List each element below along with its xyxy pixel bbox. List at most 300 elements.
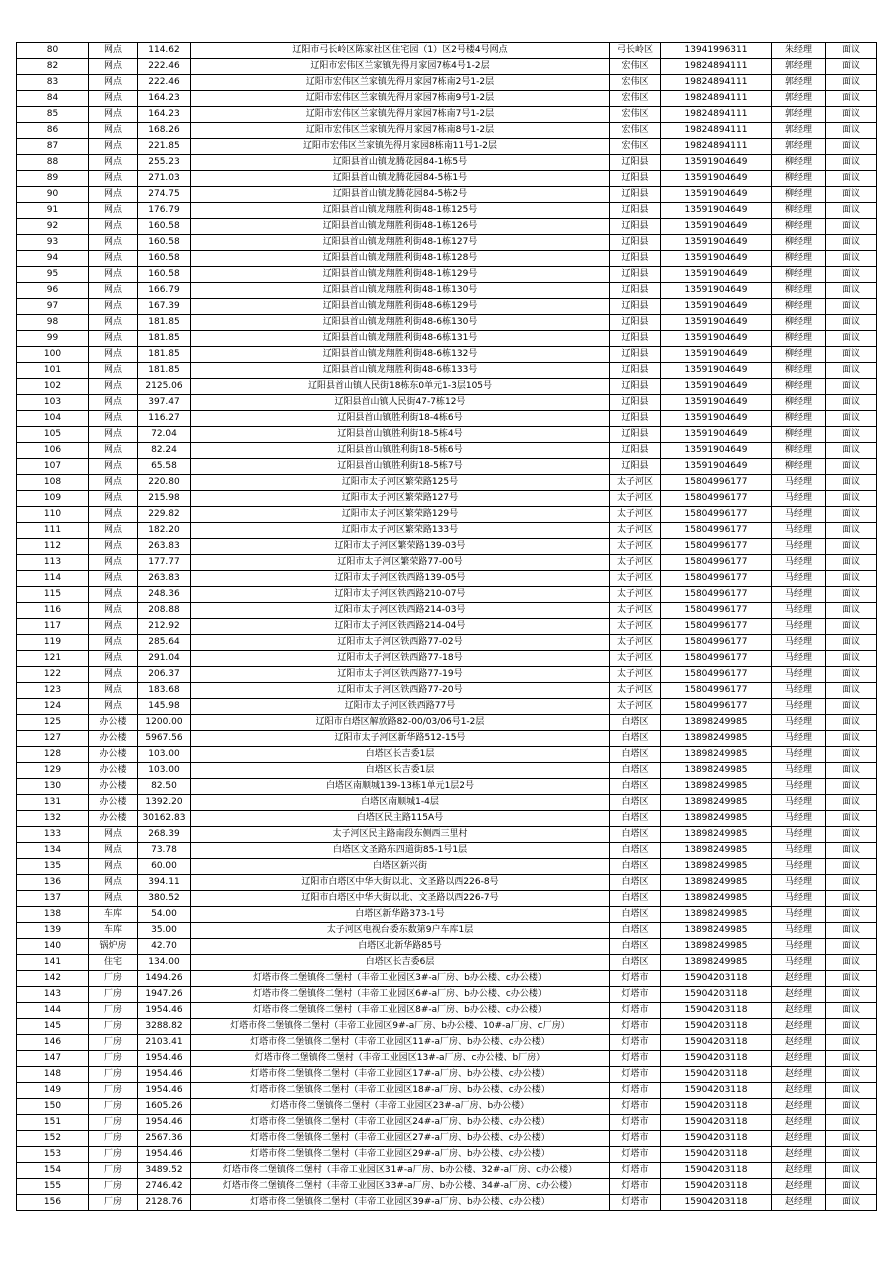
contact-person-cell: 赵经理 xyxy=(772,987,826,1003)
phone-number-cell: 15804996177 xyxy=(661,555,772,571)
row-number-cell: 98 xyxy=(17,315,89,331)
district-cell: 辽阳县 xyxy=(610,379,661,395)
property-type-cell: 网点 xyxy=(89,411,138,427)
price-cell: 面议 xyxy=(826,395,877,411)
row-number-cell: 133 xyxy=(17,827,89,843)
contact-person-cell: 赵经理 xyxy=(772,1147,826,1163)
price-cell: 面议 xyxy=(826,1179,877,1195)
table-row xyxy=(17,859,877,875)
price-cell: 面议 xyxy=(826,587,877,603)
table-row xyxy=(17,555,877,571)
row-number-cell: 156 xyxy=(17,1195,89,1211)
price-cell: 面议 xyxy=(826,475,877,491)
area-value-cell: 397.47 xyxy=(138,395,191,411)
price-cell: 面议 xyxy=(826,923,877,939)
address-cell: 灯塔市佟二堡镇佟二堡村（丰帝工业园区33#-a厂房、b办公楼、34#-a厂房、c办公楼） xyxy=(191,1179,610,1195)
row-number-cell: 86 xyxy=(17,123,89,139)
row-number-cell: 155 xyxy=(17,1179,89,1195)
area-value-cell: 255.23 xyxy=(138,155,191,171)
address-cell: 太子河区民主路南段东侧西三里村 xyxy=(191,827,610,843)
phone-number-cell: 13591904649 xyxy=(661,363,772,379)
contact-person-cell: 柳经理 xyxy=(772,395,826,411)
row-number-cell: 124 xyxy=(17,699,89,715)
area-value-cell: 82.24 xyxy=(138,443,191,459)
property-type-cell: 网点 xyxy=(89,875,138,891)
phone-number-cell: 13591904649 xyxy=(661,155,772,171)
district-cell: 灯塔市 xyxy=(610,1131,661,1147)
contact-person-cell: 赵经理 xyxy=(772,1003,826,1019)
address-cell: 辽阳市宏伟区兰家镇先得月家园7栋南7号1-2层 xyxy=(191,107,610,123)
phone-number-cell: 15904203118 xyxy=(661,1115,772,1131)
property-type-cell: 网点 xyxy=(89,667,138,683)
area-value-cell: 114.62 xyxy=(138,43,191,59)
table-row xyxy=(17,459,877,475)
address-cell: 辽阳市弓长岭区陈家社区住宅园（1）区2号楼4号网点 xyxy=(191,43,610,59)
row-number-cell: 102 xyxy=(17,379,89,395)
contact-person-cell: 马经理 xyxy=(772,619,826,635)
address-cell: 白塔区新华路373-1号 xyxy=(191,907,610,923)
phone-number-cell: 13591904649 xyxy=(661,187,772,203)
address-cell: 辽阳市太子河区繁荣路129号 xyxy=(191,507,610,523)
address-cell: 灯塔市佟二堡镇佟二堡村（丰帝工业园区39#-a厂房、b办公楼、c办公楼） xyxy=(191,1195,610,1211)
property-type-cell: 网点 xyxy=(89,395,138,411)
property-type-cell: 网点 xyxy=(89,539,138,555)
row-number-cell: 140 xyxy=(17,939,89,955)
contact-person-cell: 马经理 xyxy=(772,843,826,859)
table-row xyxy=(17,971,877,987)
price-cell: 面议 xyxy=(826,123,877,139)
area-value-cell: 2746.42 xyxy=(138,1179,191,1195)
table-row xyxy=(17,475,877,491)
table-row xyxy=(17,443,877,459)
price-cell: 面议 xyxy=(826,411,877,427)
price-cell: 面议 xyxy=(826,763,877,779)
price-cell: 面议 xyxy=(826,283,877,299)
phone-number-cell: 13591904649 xyxy=(661,171,772,187)
property-type-cell: 厂房 xyxy=(89,1035,138,1051)
area-value-cell: 164.23 xyxy=(138,107,191,123)
district-cell: 太子河区 xyxy=(610,635,661,651)
price-cell: 面议 xyxy=(826,715,877,731)
district-cell: 灯塔市 xyxy=(610,1003,661,1019)
row-number-cell: 152 xyxy=(17,1131,89,1147)
row-number-cell: 89 xyxy=(17,171,89,187)
contact-person-cell: 郭经理 xyxy=(772,123,826,139)
property-type-cell: 厂房 xyxy=(89,987,138,1003)
district-cell: 太子河区 xyxy=(610,555,661,571)
property-type-cell: 网点 xyxy=(89,315,138,331)
area-value-cell: 35.00 xyxy=(138,923,191,939)
area-value-cell: 1392.20 xyxy=(138,795,191,811)
contact-person-cell: 马经理 xyxy=(772,731,826,747)
row-number-cell: 103 xyxy=(17,395,89,411)
contact-person-cell: 柳经理 xyxy=(772,443,826,459)
row-number-cell: 91 xyxy=(17,203,89,219)
address-cell: 辽阳市太子河区铁西路77-19号 xyxy=(191,667,610,683)
address-cell: 辽阳县首山镇龙腾花园84-1栋5号 xyxy=(191,155,610,171)
table-row xyxy=(17,571,877,587)
property-type-cell: 厂房 xyxy=(89,1115,138,1131)
row-number-cell: 97 xyxy=(17,299,89,315)
row-number-cell: 85 xyxy=(17,107,89,123)
property-type-cell: 厂房 xyxy=(89,1019,138,1035)
address-cell: 辽阳市太子河区繁荣路127号 xyxy=(191,491,610,507)
address-cell: 辽阳县首山镇龙翔胜利街48-6栋131号 xyxy=(191,331,610,347)
contact-person-cell: 马经理 xyxy=(772,907,826,923)
phone-number-cell: 15904203118 xyxy=(661,987,772,1003)
price-cell: 面议 xyxy=(826,1051,877,1067)
table-row xyxy=(17,1163,877,1179)
table-row xyxy=(17,603,877,619)
row-number-cell: 106 xyxy=(17,443,89,459)
address-cell: 辽阳县首山镇龙翔胜利街48-1栋129号 xyxy=(191,267,610,283)
district-cell: 白塔区 xyxy=(610,747,661,763)
contact-person-cell: 马经理 xyxy=(772,939,826,955)
area-value-cell: 181.85 xyxy=(138,363,191,379)
address-cell: 辽阳县首山镇龙翔胜利街48-1栋126号 xyxy=(191,219,610,235)
area-value-cell: 177.77 xyxy=(138,555,191,571)
property-type-cell: 网点 xyxy=(89,347,138,363)
district-cell: 太子河区 xyxy=(610,603,661,619)
phone-number-cell: 13591904649 xyxy=(661,347,772,363)
contact-person-cell: 朱经理 xyxy=(772,43,826,59)
contact-person-cell: 赵经理 xyxy=(772,1115,826,1131)
listing-table-container xyxy=(16,42,876,1211)
area-value-cell: 263.83 xyxy=(138,539,191,555)
contact-person-cell: 马经理 xyxy=(772,635,826,651)
property-type-cell: 办公楼 xyxy=(89,763,138,779)
price-cell: 面议 xyxy=(826,107,877,123)
property-type-cell: 厂房 xyxy=(89,1051,138,1067)
table-row xyxy=(17,315,877,331)
phone-number-cell: 19824894111 xyxy=(661,139,772,155)
contact-person-cell: 柳经理 xyxy=(772,235,826,251)
district-cell: 灯塔市 xyxy=(610,1067,661,1083)
row-number-cell: 143 xyxy=(17,987,89,1003)
area-value-cell: 1954.46 xyxy=(138,1147,191,1163)
district-cell: 太子河区 xyxy=(610,667,661,683)
price-cell: 面议 xyxy=(826,955,877,971)
row-number-cell: 104 xyxy=(17,411,89,427)
table-row xyxy=(17,715,877,731)
area-value-cell: 274.75 xyxy=(138,187,191,203)
address-cell: 辽阳市太子河区繁荣路133号 xyxy=(191,523,610,539)
phone-number-cell: 15804996177 xyxy=(661,635,772,651)
row-number-cell: 141 xyxy=(17,955,89,971)
district-cell: 辽阳县 xyxy=(610,347,661,363)
row-number-cell: 95 xyxy=(17,267,89,283)
table-row xyxy=(17,251,877,267)
area-value-cell: 285.64 xyxy=(138,635,191,651)
address-cell: 灯塔市佟二堡镇佟二堡村（丰帝工业园区3#-a厂房、b办公楼、c办公楼） xyxy=(191,971,610,987)
price-cell: 面议 xyxy=(826,1195,877,1211)
contact-person-cell: 柳经理 xyxy=(772,331,826,347)
district-cell: 太子河区 xyxy=(610,619,661,635)
area-value-cell: 222.46 xyxy=(138,75,191,91)
phone-number-cell: 15904203118 xyxy=(661,1051,772,1067)
price-cell: 面议 xyxy=(826,747,877,763)
area-value-cell: 65.58 xyxy=(138,459,191,475)
contact-person-cell: 马经理 xyxy=(772,539,826,555)
row-number-cell: 88 xyxy=(17,155,89,171)
property-type-cell: 网点 xyxy=(89,187,138,203)
contact-person-cell: 马经理 xyxy=(772,715,826,731)
property-type-cell: 网点 xyxy=(89,155,138,171)
phone-number-cell: 13898249985 xyxy=(661,891,772,907)
district-cell: 白塔区 xyxy=(610,763,661,779)
row-number-cell: 137 xyxy=(17,891,89,907)
price-cell: 面议 xyxy=(826,667,877,683)
district-cell: 白塔区 xyxy=(610,875,661,891)
address-cell: 辽阳县首山镇龙腾花园84-5栋1号 xyxy=(191,171,610,187)
property-type-cell: 厂房 xyxy=(89,971,138,987)
row-number-cell: 150 xyxy=(17,1099,89,1115)
address-cell: 辽阳县首山镇胜利街18-5栋7号 xyxy=(191,459,610,475)
phone-number-cell: 13898249985 xyxy=(661,843,772,859)
table-row xyxy=(17,875,877,891)
property-type-cell: 办公楼 xyxy=(89,747,138,763)
price-cell: 面议 xyxy=(826,795,877,811)
phone-number-cell: 15804996177 xyxy=(661,523,772,539)
price-cell: 面议 xyxy=(826,1035,877,1051)
phone-number-cell: 13898249985 xyxy=(661,907,772,923)
row-number-cell: 147 xyxy=(17,1051,89,1067)
row-number-cell: 116 xyxy=(17,603,89,619)
contact-person-cell: 柳经理 xyxy=(772,203,826,219)
property-type-cell: 办公楼 xyxy=(89,731,138,747)
price-cell: 面议 xyxy=(826,571,877,587)
district-cell: 白塔区 xyxy=(610,859,661,875)
address-cell: 辽阳市太子河区繁荣路125号 xyxy=(191,475,610,491)
area-value-cell: 167.39 xyxy=(138,299,191,315)
property-type-cell: 网点 xyxy=(89,171,138,187)
table-row xyxy=(17,939,877,955)
row-number-cell: 107 xyxy=(17,459,89,475)
address-cell: 灯塔市佟二堡镇佟二堡村（丰帝工业园区23#-a厂房、b办公楼） xyxy=(191,1099,610,1115)
table-row xyxy=(17,779,877,795)
row-number-cell: 114 xyxy=(17,571,89,587)
row-number-cell: 96 xyxy=(17,283,89,299)
contact-person-cell: 赵经理 xyxy=(772,1019,826,1035)
property-type-cell: 锅炉房 xyxy=(89,939,138,955)
row-number-cell: 145 xyxy=(17,1019,89,1035)
address-cell: 辽阳县首山镇龙翔胜利街48-6栋129号 xyxy=(191,299,610,315)
price-cell: 面议 xyxy=(826,651,877,667)
price-cell: 面议 xyxy=(826,203,877,219)
phone-number-cell: 13591904649 xyxy=(661,411,772,427)
district-cell: 灯塔市 xyxy=(610,1051,661,1067)
district-cell: 宏伟区 xyxy=(610,59,661,75)
table-row xyxy=(17,907,877,923)
phone-number-cell: 13591904649 xyxy=(661,459,772,475)
district-cell: 辽阳县 xyxy=(610,203,661,219)
district-cell: 辽阳县 xyxy=(610,155,661,171)
table-row xyxy=(17,59,877,75)
row-number-cell: 80 xyxy=(17,43,89,59)
phone-number-cell: 13898249985 xyxy=(661,875,772,891)
price-cell: 面议 xyxy=(826,1163,877,1179)
address-cell: 辽阳县首山镇龙翔胜利街48-6栋130号 xyxy=(191,315,610,331)
price-cell: 面议 xyxy=(826,91,877,107)
phone-number-cell: 19824894111 xyxy=(661,123,772,139)
table-row xyxy=(17,139,877,155)
contact-person-cell: 柳经理 xyxy=(772,155,826,171)
area-value-cell: 380.52 xyxy=(138,891,191,907)
row-number-cell: 135 xyxy=(17,859,89,875)
district-cell: 白塔区 xyxy=(610,891,661,907)
row-number-cell: 109 xyxy=(17,491,89,507)
table-row xyxy=(17,283,877,299)
address-cell: 灯塔市佟二堡镇佟二堡村（丰帝工业园区6#-a厂房、b办公楼、c办公楼） xyxy=(191,987,610,1003)
property-type-cell: 网点 xyxy=(89,107,138,123)
contact-person-cell: 赵经理 xyxy=(772,1083,826,1099)
row-number-cell: 84 xyxy=(17,91,89,107)
table-row xyxy=(17,683,877,699)
area-value-cell: 206.37 xyxy=(138,667,191,683)
phone-number-cell: 15904203118 xyxy=(661,1019,772,1035)
row-number-cell: 132 xyxy=(17,811,89,827)
district-cell: 白塔区 xyxy=(610,939,661,955)
price-cell: 面议 xyxy=(826,683,877,699)
price-cell: 面议 xyxy=(826,971,877,987)
address-cell: 灯塔市佟二堡镇佟二堡村（丰帝工业园区31#-a厂房、b办公楼、32#-a厂房、c办公楼） xyxy=(191,1163,610,1179)
area-value-cell: 166.79 xyxy=(138,283,191,299)
contact-person-cell: 马经理 xyxy=(772,811,826,827)
row-number-cell: 154 xyxy=(17,1163,89,1179)
area-value-cell: 1954.46 xyxy=(138,1003,191,1019)
price-cell: 面议 xyxy=(826,171,877,187)
table-row xyxy=(17,235,877,251)
property-type-cell: 网点 xyxy=(89,235,138,251)
address-cell: 辽阳县首山镇人民街47-7栋12号 xyxy=(191,395,610,411)
district-cell: 宏伟区 xyxy=(610,123,661,139)
area-value-cell: 222.46 xyxy=(138,59,191,75)
contact-person-cell: 马经理 xyxy=(772,507,826,523)
area-value-cell: 116.27 xyxy=(138,411,191,427)
phone-number-cell: 15904203118 xyxy=(661,1035,772,1051)
area-value-cell: 134.00 xyxy=(138,955,191,971)
district-cell: 辽阳县 xyxy=(610,187,661,203)
phone-number-cell: 15804996177 xyxy=(661,571,772,587)
property-type-cell: 网点 xyxy=(89,507,138,523)
district-cell: 白塔区 xyxy=(610,811,661,827)
row-number-cell: 130 xyxy=(17,779,89,795)
row-number-cell: 151 xyxy=(17,1115,89,1131)
price-cell: 面议 xyxy=(826,347,877,363)
address-cell: 灯塔市佟二堡镇佟二堡村（丰帝工业园区13#-a厂房、c办公楼、b厂房） xyxy=(191,1051,610,1067)
address-cell: 白塔区文圣路东四道街85-1号1层 xyxy=(191,843,610,859)
phone-number-cell: 13898249985 xyxy=(661,955,772,971)
row-number-cell: 146 xyxy=(17,1035,89,1051)
table-row xyxy=(17,1051,877,1067)
contact-person-cell: 赵经理 xyxy=(772,1163,826,1179)
address-cell: 白塔区长吉委1层 xyxy=(191,763,610,779)
district-cell: 灯塔市 xyxy=(610,1099,661,1115)
area-value-cell: 181.85 xyxy=(138,331,191,347)
price-cell: 面议 xyxy=(826,731,877,747)
address-cell: 白塔区长吉委6层 xyxy=(191,955,610,971)
price-cell: 面议 xyxy=(826,75,877,91)
address-cell: 辽阳市宏伟区兰家镇先得月家园7栋南8号1-2层 xyxy=(191,123,610,139)
district-cell: 白塔区 xyxy=(610,907,661,923)
phone-number-cell: 13591904649 xyxy=(661,267,772,283)
phone-number-cell: 13898249985 xyxy=(661,731,772,747)
property-type-cell: 网点 xyxy=(89,635,138,651)
property-type-cell: 网点 xyxy=(89,251,138,267)
row-number-cell: 122 xyxy=(17,667,89,683)
table-row xyxy=(17,299,877,315)
district-cell: 辽阳县 xyxy=(610,427,661,443)
district-cell: 白塔区 xyxy=(610,731,661,747)
contact-person-cell: 马经理 xyxy=(772,683,826,699)
area-value-cell: 2567.36 xyxy=(138,1131,191,1147)
contact-person-cell: 马经理 xyxy=(772,875,826,891)
row-number-cell: 99 xyxy=(17,331,89,347)
price-cell: 面议 xyxy=(826,635,877,651)
area-value-cell: 3489.52 xyxy=(138,1163,191,1179)
price-cell: 面议 xyxy=(826,299,877,315)
table-row xyxy=(17,1067,877,1083)
area-value-cell: 181.85 xyxy=(138,315,191,331)
address-cell: 辽阳市太子河区铁西路77-20号 xyxy=(191,683,610,699)
table-row xyxy=(17,523,877,539)
contact-person-cell: 柳经理 xyxy=(772,379,826,395)
address-cell: 灯塔市佟二堡镇佟二堡村（丰帝工业园区27#-a厂房、b办公楼、c办公楼） xyxy=(191,1131,610,1147)
address-cell: 辽阳县首山镇龙腾花园84-5栋2号 xyxy=(191,187,610,203)
area-value-cell: 182.20 xyxy=(138,523,191,539)
phone-number-cell: 13591904649 xyxy=(661,331,772,347)
district-cell: 辽阳县 xyxy=(610,219,661,235)
phone-number-cell: 15804996177 xyxy=(661,683,772,699)
phone-number-cell: 13898249985 xyxy=(661,923,772,939)
row-number-cell: 148 xyxy=(17,1067,89,1083)
address-cell: 辽阳市太子河区铁西路214-03号 xyxy=(191,603,610,619)
district-cell: 灯塔市 xyxy=(610,1083,661,1099)
price-cell: 面议 xyxy=(826,235,877,251)
property-type-cell: 网点 xyxy=(89,571,138,587)
address-cell: 白塔区新兴街 xyxy=(191,859,610,875)
price-cell: 面议 xyxy=(826,219,877,235)
property-type-cell: 网点 xyxy=(89,555,138,571)
row-number-cell: 144 xyxy=(17,1003,89,1019)
district-cell: 宏伟区 xyxy=(610,91,661,107)
area-value-cell: 164.23 xyxy=(138,91,191,107)
table-row xyxy=(17,699,877,715)
address-cell: 辽阳市太子河区繁荣路77-00号 xyxy=(191,555,610,571)
row-number-cell: 119 xyxy=(17,635,89,651)
row-number-cell: 87 xyxy=(17,139,89,155)
price-cell: 面议 xyxy=(826,843,877,859)
address-cell: 辽阳县首山镇龙翔胜利街48-6栋133号 xyxy=(191,363,610,379)
phone-number-cell: 15904203118 xyxy=(661,971,772,987)
contact-person-cell: 赵经理 xyxy=(772,1131,826,1147)
phone-number-cell: 15804996177 xyxy=(661,651,772,667)
address-cell: 辽阳市太子河区铁西路214-04号 xyxy=(191,619,610,635)
phone-number-cell: 19824894111 xyxy=(661,59,772,75)
table-row xyxy=(17,203,877,219)
phone-number-cell: 13898249985 xyxy=(661,763,772,779)
area-value-cell: 229.82 xyxy=(138,507,191,523)
table-row xyxy=(17,379,877,395)
contact-person-cell: 郭经理 xyxy=(772,91,826,107)
price-cell: 面议 xyxy=(826,619,877,635)
phone-number-cell: 13591904649 xyxy=(661,219,772,235)
district-cell: 太子河区 xyxy=(610,475,661,491)
area-value-cell: 291.04 xyxy=(138,651,191,667)
table-row xyxy=(17,411,877,427)
district-cell: 辽阳县 xyxy=(610,299,661,315)
price-cell: 面议 xyxy=(826,1003,877,1019)
